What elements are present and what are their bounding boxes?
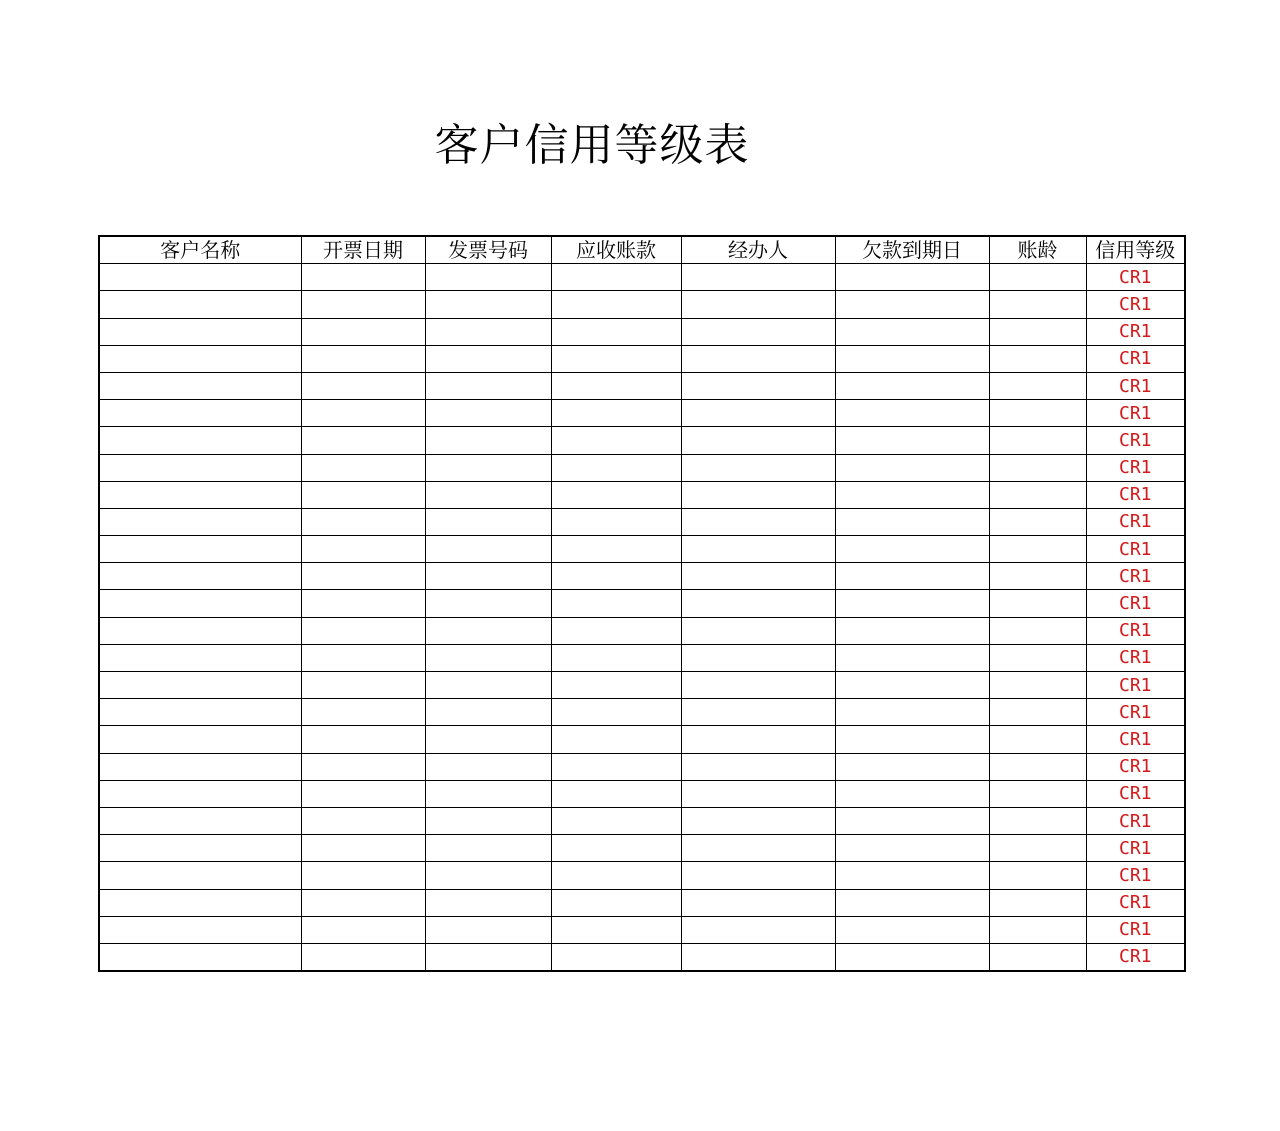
customer-name-cell[interactable] [99, 943, 301, 971]
invoice-number-cell[interactable] [425, 372, 551, 399]
credit-rating-cell[interactable]: CR1 [1086, 672, 1185, 699]
invoice-number-cell[interactable] [425, 345, 551, 372]
receivables-cell[interactable] [551, 644, 681, 671]
credit-rating-cell[interactable]: CR1 [1086, 590, 1185, 617]
table-row [99, 916, 1185, 943]
invoice-number-cell[interactable] [425, 318, 551, 345]
aging-cell[interactable] [989, 318, 1086, 345]
aging-cell[interactable] [989, 780, 1086, 807]
handler-cell[interactable] [681, 916, 835, 943]
table-row [99, 427, 1185, 454]
table-row [99, 835, 1185, 862]
receivables-cell[interactable] [551, 889, 681, 916]
invoice-number-cell[interactable] [425, 916, 551, 943]
invoice-date-cell[interactable] [301, 536, 425, 563]
page-title: 客户信用等级表 [434, 120, 750, 171]
due-date-cell[interactable] [835, 427, 989, 454]
invoice-number-cell[interactable] [425, 753, 551, 780]
header-credit-rating: 信用等级 [1086, 236, 1185, 264]
invoice-date-cell[interactable] [301, 427, 425, 454]
invoice-number-cell[interactable] [425, 427, 551, 454]
due-date-cell[interactable] [835, 835, 989, 862]
aging-cell[interactable] [989, 672, 1086, 699]
table-row [99, 753, 1185, 780]
due-date-cell[interactable] [835, 943, 989, 971]
table-row [99, 862, 1185, 889]
invoice-date-cell[interactable] [301, 345, 425, 372]
invoice-date-cell[interactable] [301, 916, 425, 943]
receivables-cell[interactable] [551, 372, 681, 399]
due-date-cell[interactable] [835, 916, 989, 943]
due-date-cell[interactable] [835, 345, 989, 372]
aging-cell[interactable] [989, 617, 1086, 644]
due-date-cell[interactable] [835, 536, 989, 563]
handler-cell[interactable] [681, 672, 835, 699]
due-date-cell[interactable] [835, 644, 989, 671]
invoice-date-cell[interactable] [301, 617, 425, 644]
header-handler: 经办人 [681, 236, 835, 264]
invoice-date-cell[interactable] [301, 318, 425, 345]
table-row [99, 536, 1185, 563]
handler-cell[interactable] [681, 264, 835, 291]
table-row [99, 264, 1185, 291]
credit-rating-cell[interactable]: CR1 [1086, 889, 1185, 916]
credit-rating-cell[interactable]: CR1 [1086, 780, 1185, 807]
customer-name-cell[interactable] [99, 291, 301, 318]
customer-name-cell[interactable] [99, 427, 301, 454]
table-row [99, 508, 1185, 535]
table-row [99, 617, 1185, 644]
credit-rating-cell[interactable]: CR1 [1086, 508, 1185, 535]
aging-cell[interactable] [989, 835, 1086, 862]
invoice-number-cell[interactable] [425, 807, 551, 834]
receivables-cell[interactable] [551, 780, 681, 807]
receivables-cell[interactable] [551, 536, 681, 563]
customer-name-cell[interactable] [99, 372, 301, 399]
table-row [99, 644, 1185, 671]
invoice-number-cell[interactable] [425, 644, 551, 671]
customer-name-cell[interactable] [99, 318, 301, 345]
receivables-cell[interactable] [551, 264, 681, 291]
table-row [99, 481, 1185, 508]
credit-rating-cell[interactable]: CR1 [1086, 291, 1185, 318]
receivables-cell[interactable] [551, 563, 681, 590]
due-date-cell[interactable] [835, 889, 989, 916]
credit-rating-cell[interactable]: CR1 [1086, 264, 1185, 291]
aging-cell[interactable] [989, 427, 1086, 454]
customer-name-cell[interactable] [99, 916, 301, 943]
invoice-date-cell[interactable] [301, 291, 425, 318]
aging-cell[interactable] [989, 943, 1086, 971]
aging-cell[interactable] [989, 807, 1086, 834]
customer-name-cell[interactable] [99, 617, 301, 644]
aging-cell[interactable] [989, 536, 1086, 563]
due-date-cell[interactable] [835, 753, 989, 780]
invoice-number-cell[interactable] [425, 563, 551, 590]
handler-cell[interactable] [681, 318, 835, 345]
invoice-number-cell[interactable] [425, 672, 551, 699]
invoice-number-cell[interactable] [425, 780, 551, 807]
receivables-cell[interactable] [551, 508, 681, 535]
customer-name-cell[interactable] [99, 699, 301, 726]
table-row [99, 400, 1185, 427]
table-row [99, 291, 1185, 318]
table-row [99, 672, 1185, 699]
credit-rating-cell[interactable]: CR1 [1086, 644, 1185, 671]
table-row [99, 943, 1185, 971]
invoice-number-cell[interactable] [425, 508, 551, 535]
credit-rating-cell[interactable]: CR1 [1086, 753, 1185, 780]
invoice-date-cell[interactable] [301, 672, 425, 699]
customer-name-cell[interactable] [99, 345, 301, 372]
aging-cell[interactable] [989, 889, 1086, 916]
handler-cell[interactable] [681, 780, 835, 807]
receivables-cell[interactable] [551, 862, 681, 889]
handler-cell[interactable] [681, 481, 835, 508]
invoice-number-cell[interactable] [425, 862, 551, 889]
credit-rating-cell[interactable]: CR1 [1086, 699, 1185, 726]
invoice-date-cell[interactable] [301, 835, 425, 862]
handler-cell[interactable] [681, 807, 835, 834]
receivables-cell[interactable] [551, 590, 681, 617]
due-date-cell[interactable] [835, 617, 989, 644]
credit-rating-cell[interactable]: CR1 [1086, 481, 1185, 508]
handler-cell[interactable] [681, 454, 835, 481]
customer-name-cell[interactable] [99, 644, 301, 671]
invoice-date-cell[interactable] [301, 807, 425, 834]
credit-rating-table [98, 235, 1186, 972]
aging-cell[interactable] [989, 644, 1086, 671]
invoice-date-cell[interactable] [301, 862, 425, 889]
customer-name-cell[interactable] [99, 536, 301, 563]
credit-rating-cell[interactable]: CR1 [1086, 454, 1185, 481]
header-due-date: 欠款到期日 [835, 236, 989, 264]
invoice-date-cell[interactable] [301, 563, 425, 590]
aging-cell[interactable] [989, 916, 1086, 943]
customer-name-cell[interactable] [99, 672, 301, 699]
receivables-cell[interactable] [551, 943, 681, 971]
invoice-date-cell[interactable] [301, 753, 425, 780]
table-row [99, 807, 1185, 834]
handler-cell[interactable] [681, 699, 835, 726]
customer-name-cell[interactable] [99, 563, 301, 590]
invoice-date-cell[interactable] [301, 590, 425, 617]
due-date-cell[interactable] [835, 780, 989, 807]
invoice-number-cell[interactable] [425, 291, 551, 318]
aging-cell[interactable] [989, 563, 1086, 590]
handler-cell[interactable] [681, 644, 835, 671]
table-row [99, 345, 1185, 372]
invoice-date-cell[interactable] [301, 481, 425, 508]
credit-rating-cell[interactable]: CR1 [1086, 726, 1185, 753]
receivables-cell[interactable] [551, 672, 681, 699]
credit-rating-cell[interactable]: CR1 [1086, 563, 1185, 590]
receivables-cell[interactable] [551, 835, 681, 862]
header-receivables: 应收账款 [551, 236, 681, 264]
credit-rating-cell[interactable]: CR1 [1086, 345, 1185, 372]
receivables-cell[interactable] [551, 699, 681, 726]
table-row [99, 563, 1185, 590]
invoice-number-cell[interactable] [425, 400, 551, 427]
aging-cell[interactable] [989, 508, 1086, 535]
credit-rating-cell[interactable]: CR1 [1086, 617, 1185, 644]
invoice-date-cell[interactable] [301, 372, 425, 399]
due-date-cell[interactable] [835, 862, 989, 889]
invoice-number-cell[interactable] [425, 536, 551, 563]
header-aging: 账龄 [989, 236, 1086, 264]
due-date-cell[interactable] [835, 563, 989, 590]
invoice-number-cell[interactable] [425, 699, 551, 726]
aging-cell[interactable] [989, 590, 1086, 617]
customer-name-cell[interactable] [99, 753, 301, 780]
aging-cell[interactable] [989, 454, 1086, 481]
receivables-cell[interactable] [551, 427, 681, 454]
receivables-cell[interactable] [551, 916, 681, 943]
customer-name-cell[interactable] [99, 264, 301, 291]
credit-rating-cell[interactable]: CR1 [1086, 372, 1185, 399]
receivables-cell[interactable] [551, 400, 681, 427]
aging-cell[interactable] [989, 862, 1086, 889]
invoice-date-cell[interactable] [301, 454, 425, 481]
customer-name-cell[interactable] [99, 780, 301, 807]
customer-name-cell[interactable] [99, 862, 301, 889]
table-row [99, 889, 1185, 916]
header-customer-name: 客户名称 [99, 236, 301, 264]
customer-name-cell[interactable] [99, 454, 301, 481]
handler-cell[interactable] [681, 345, 835, 372]
receivables-cell[interactable] [551, 481, 681, 508]
handler-cell[interactable] [681, 590, 835, 617]
table-row [99, 454, 1185, 481]
handler-cell[interactable] [681, 889, 835, 916]
invoice-date-cell[interactable] [301, 889, 425, 916]
aging-cell[interactable] [989, 291, 1086, 318]
invoice-date-cell[interactable] [301, 508, 425, 535]
due-date-cell[interactable] [835, 590, 989, 617]
invoice-number-cell[interactable] [425, 481, 551, 508]
invoice-number-cell[interactable] [425, 726, 551, 753]
invoice-date-cell[interactable] [301, 699, 425, 726]
aging-cell[interactable] [989, 264, 1086, 291]
invoice-date-cell[interactable] [301, 400, 425, 427]
table-row [99, 699, 1185, 726]
handler-cell[interactable] [681, 563, 835, 590]
table-row [99, 372, 1185, 399]
invoice-date-cell[interactable] [301, 644, 425, 671]
credit-rating-cell[interactable]: CR1 [1086, 835, 1185, 862]
aging-cell[interactable] [989, 481, 1086, 508]
aging-cell[interactable] [989, 726, 1086, 753]
invoice-date-cell[interactable] [301, 780, 425, 807]
invoice-number-cell[interactable] [425, 943, 551, 971]
aging-cell[interactable] [989, 372, 1086, 399]
due-date-cell[interactable] [835, 672, 989, 699]
header-invoice-date: 开票日期 [301, 236, 425, 264]
receivables-cell[interactable] [551, 807, 681, 834]
receivables-cell[interactable] [551, 726, 681, 753]
table-body [99, 264, 1185, 971]
due-date-cell[interactable] [835, 372, 989, 399]
due-date-cell[interactable] [835, 291, 989, 318]
receivables-cell[interactable] [551, 318, 681, 345]
table-row [99, 726, 1185, 753]
credit-rating-cell[interactable]: CR1 [1086, 916, 1185, 943]
customer-name-cell[interactable] [99, 889, 301, 916]
customer-name-cell[interactable] [99, 400, 301, 427]
handler-cell[interactable] [681, 508, 835, 535]
handler-cell[interactable] [681, 291, 835, 318]
handler-cell[interactable] [681, 726, 835, 753]
due-date-cell[interactable] [835, 699, 989, 726]
customer-name-cell[interactable] [99, 590, 301, 617]
due-date-cell[interactable] [835, 726, 989, 753]
handler-cell[interactable] [681, 400, 835, 427]
table-row [99, 590, 1185, 617]
header-row [99, 236, 1185, 264]
customer-name-cell[interactable] [99, 726, 301, 753]
table-row [99, 318, 1185, 345]
aging-cell[interactable] [989, 753, 1086, 780]
customer-name-cell[interactable] [99, 807, 301, 834]
customer-name-cell[interactable] [99, 481, 301, 508]
credit-rating-cell[interactable]: CR1 [1086, 807, 1185, 834]
header-invoice-number: 发票号码 [425, 236, 551, 264]
aging-cell[interactable] [989, 400, 1086, 427]
handler-cell[interactable] [681, 427, 835, 454]
customer-name-cell[interactable] [99, 508, 301, 535]
invoice-number-cell[interactable] [425, 889, 551, 916]
invoice-number-cell[interactable] [425, 617, 551, 644]
handler-cell[interactable] [681, 536, 835, 563]
handler-cell[interactable] [681, 862, 835, 889]
credit-rating-cell[interactable]: CR1 [1086, 318, 1185, 345]
invoice-date-cell[interactable] [301, 726, 425, 753]
due-date-cell[interactable] [835, 264, 989, 291]
due-date-cell[interactable] [835, 318, 989, 345]
customer-name-cell[interactable] [99, 835, 301, 862]
invoice-number-cell[interactable] [425, 264, 551, 291]
receivables-cell[interactable] [551, 291, 681, 318]
aging-cell[interactable] [989, 699, 1086, 726]
due-date-cell[interactable] [835, 400, 989, 427]
due-date-cell[interactable] [835, 508, 989, 535]
receivables-cell[interactable] [551, 617, 681, 644]
credit-rating-cell[interactable]: CR1 [1086, 943, 1185, 971]
invoice-number-cell[interactable] [425, 590, 551, 617]
receivables-cell[interactable] [551, 753, 681, 780]
invoice-date-cell[interactable] [301, 264, 425, 291]
credit-rating-cell[interactable]: CR1 [1086, 400, 1185, 427]
invoice-number-cell[interactable] [425, 454, 551, 481]
handler-cell[interactable] [681, 943, 835, 971]
credit-rating-cell[interactable]: CR1 [1086, 427, 1185, 454]
handler-cell[interactable] [681, 835, 835, 862]
credit-rating-cell[interactable]: CR1 [1086, 536, 1185, 563]
handler-cell[interactable] [681, 753, 835, 780]
due-date-cell[interactable] [835, 807, 989, 834]
due-date-cell[interactable] [835, 454, 989, 481]
invoice-number-cell[interactable] [425, 835, 551, 862]
due-date-cell[interactable] [835, 481, 989, 508]
invoice-date-cell[interactable] [301, 943, 425, 971]
receivables-cell[interactable] [551, 345, 681, 372]
handler-cell[interactable] [681, 372, 835, 399]
credit-rating-cell[interactable]: CR1 [1086, 862, 1185, 889]
aging-cell[interactable] [989, 345, 1086, 372]
table-row [99, 780, 1185, 807]
receivables-cell[interactable] [551, 454, 681, 481]
handler-cell[interactable] [681, 617, 835, 644]
